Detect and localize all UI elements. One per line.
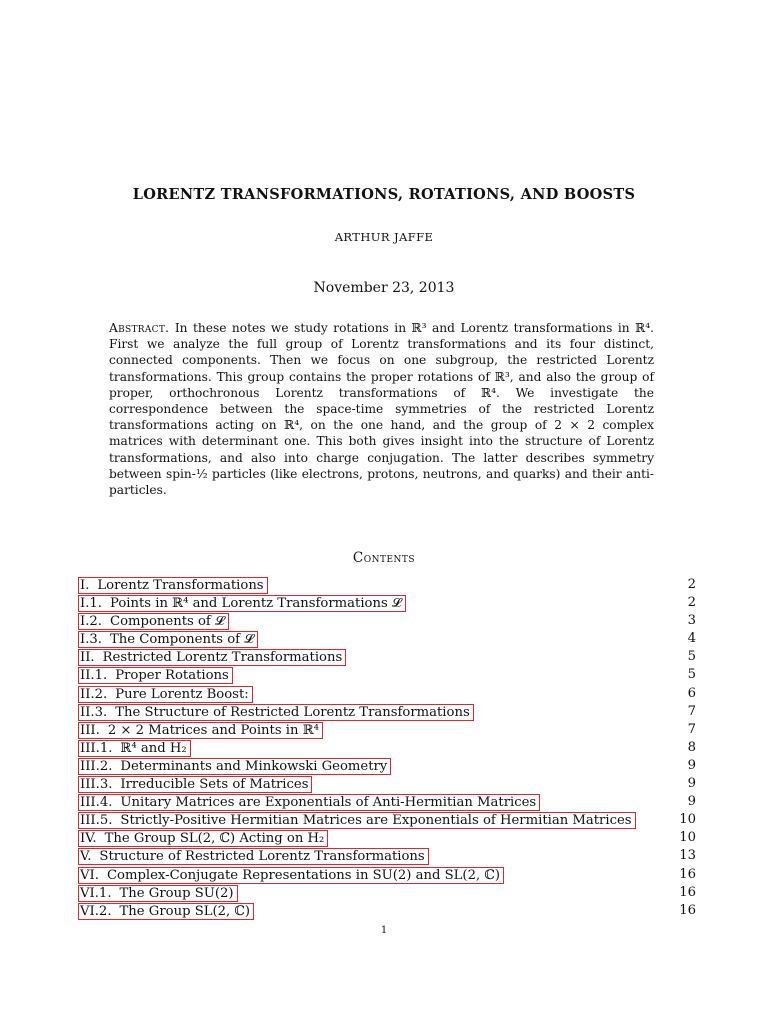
toc-link[interactable]	[78, 794, 540, 811]
toc-page-number: 16	[679, 902, 696, 918]
table-of-contents	[78, 576, 698, 920]
toc-entry	[78, 847, 698, 865]
toc-link[interactable]	[78, 613, 229, 630]
toc-page-number: 7	[687, 703, 696, 719]
toc-title: Irreducible Sets of Matrices	[120, 777, 309, 793]
toc-title: Restricted Lorentz Transformations	[102, 650, 343, 666]
toc-page-number: 10	[679, 830, 696, 846]
toc-entry	[78, 721, 698, 739]
paper-title: LORENTZ TRANSFORMATIONS, ROTATIONS, AND BOOSTS	[132, 186, 636, 203]
toc-number: III.2.	[80, 758, 113, 774]
toc-number: II.	[80, 650, 95, 666]
toc-title: The Group SL(2, ℂ) Acting on H₂	[104, 831, 325, 847]
toc-number: III.3.	[80, 777, 113, 793]
toc-link[interactable]	[78, 848, 429, 865]
toc-link[interactable]	[78, 686, 253, 703]
toc-title: The Group SU(2)	[119, 885, 234, 901]
toc-link[interactable]	[78, 595, 406, 612]
toc-number: VI.1.	[80, 885, 112, 901]
toc-page-number: 5	[687, 667, 696, 683]
toc-link[interactable]	[78, 704, 474, 721]
toc-title: The Components of 𝓛	[109, 632, 254, 648]
toc-number: II.3.	[80, 704, 108, 720]
toc-link[interactable]	[78, 667, 233, 684]
toc-page-number: 2	[687, 595, 696, 611]
toc-title: Components of 𝓛	[109, 614, 225, 630]
toc-number: IV.	[80, 831, 97, 847]
toc-number: III.	[80, 722, 100, 738]
toc-page-number: 13	[679, 848, 696, 864]
toc-link[interactable]	[78, 631, 258, 648]
toc-number: I.	[80, 578, 90, 593]
toc-entry	[78, 739, 698, 757]
toc-entry	[78, 594, 698, 612]
toc-entry	[78, 775, 698, 793]
toc-title: Lorentz Transformations	[97, 578, 264, 593]
toc-link[interactable]	[78, 903, 254, 920]
toc-entry	[78, 793, 698, 811]
toc-entry	[78, 811, 698, 829]
abstract	[109, 320, 654, 498]
toc-page-number: 16	[679, 866, 696, 882]
toc-link[interactable]	[78, 758, 391, 775]
toc-link[interactable]	[78, 885, 238, 902]
toc-entry	[78, 703, 698, 721]
toc-title: The Structure of Restricted Lorentz Transformations	[115, 704, 470, 720]
paper-author: ARTHUR JAFFE	[334, 230, 434, 244]
toc-entry	[78, 612, 698, 630]
toc-title: Determinants and Minkowski Geometry	[120, 758, 388, 774]
toc-number: II.2.	[80, 686, 108, 702]
toc-entry	[78, 884, 698, 902]
toc-title: Complex-Conjugate Representations in SU(2) and SL(2, ℂ)	[106, 867, 500, 883]
toc-link[interactable]	[78, 577, 268, 594]
toc-number: I.1.	[80, 596, 102, 612]
contents-heading: Contents	[352, 550, 416, 566]
toc-page-number: 5	[687, 649, 696, 665]
toc-title: Unitary Matrices are Exponentials of Anti-Hermitian Matrices	[120, 795, 537, 811]
toc-number: III.1.	[80, 740, 113, 756]
toc-page-number: 2	[687, 577, 696, 592]
abstract-lead: Abstract.	[109, 321, 170, 335]
toc-number: VI.	[80, 867, 99, 883]
paper-date: November 23, 2013	[313, 280, 455, 296]
toc-page-number: 9	[687, 757, 696, 773]
abstract-text: In these notes we study rotations in ℝ³ and Lorentz transformations in ℝ⁴. First we analyze the full group of Lorentz transformations and its four distinct, connected components. Then we focus on one subgroup, the restricted Lorentz transformations. This group contains the proper rotations of ℝ³, and also the group of proper, orthochronous Lorentz transformations of ℝ⁴. We investigate the correspondence between the space-time symmetries of the restricted Lorentz transformations acting on ℝ⁴, on the one hand, and the group of 2 × 2 complex matrices with determinant one. This both gives insight into the structure of Lorentz transformations, and also into charge conjugation. The latter describes symmetry between spin-½ particles (like electrons, protons, neutrons, and quarks) and their anti-particles.	[109, 321, 655, 498]
toc-page-number: 8	[687, 739, 696, 755]
toc-page-number: 7	[687, 721, 696, 737]
toc-number: III.4.	[80, 795, 113, 811]
toc-page-number: 9	[687, 794, 696, 810]
toc-title: Structure of Restricted Lorentz Transformations	[99, 849, 425, 865]
toc-number: II.1.	[80, 668, 108, 684]
toc-page-number: 3	[687, 613, 696, 629]
toc-entry	[78, 576, 698, 594]
toc-entry	[78, 648, 698, 666]
toc-title: Strictly-Positive Hermitian Matrices are Exponentials of Hermitian Matrices	[120, 813, 632, 829]
toc-page-number: 4	[687, 631, 696, 647]
toc-link[interactable]	[78, 867, 504, 884]
toc-title: The Group SL(2, ℂ)	[119, 903, 251, 919]
toc-entry	[78, 757, 698, 775]
toc-entry	[78, 866, 698, 884]
toc-title: Pure Lorentz Boost:	[115, 686, 249, 702]
page-number: 1	[380, 925, 388, 936]
toc-title: Points in ℝ⁴ and Lorentz Transformations 𝓛	[109, 596, 402, 612]
toc-link[interactable]	[78, 649, 346, 666]
toc-page-number: 9	[687, 776, 696, 792]
toc-page-number: 6	[687, 685, 696, 701]
toc-entry	[78, 902, 698, 920]
toc-title: Proper Rotations	[115, 668, 229, 684]
toc-link[interactable]	[78, 776, 312, 793]
toc-number: I.2.	[80, 614, 102, 630]
toc-link[interactable]	[78, 740, 191, 757]
toc-title: ℝ⁴ and H₂	[120, 740, 187, 756]
toc-entry	[78, 685, 698, 703]
toc-number: V.	[80, 849, 92, 865]
toc-number: III.5.	[80, 813, 113, 829]
toc-link[interactable]	[78, 722, 323, 739]
toc-entry	[78, 630, 698, 648]
toc-link[interactable]	[78, 830, 328, 847]
toc-number: I.3.	[80, 632, 102, 648]
toc-title: 2 × 2 Matrices and Points in ℝ⁴	[107, 722, 319, 738]
toc-number: VI.2.	[80, 903, 112, 919]
toc-page-number: 10	[679, 812, 696, 828]
toc-link[interactable]	[78, 812, 636, 829]
toc-page-number: 16	[679, 884, 696, 900]
toc-entry	[78, 666, 698, 684]
toc-entry	[78, 829, 698, 847]
